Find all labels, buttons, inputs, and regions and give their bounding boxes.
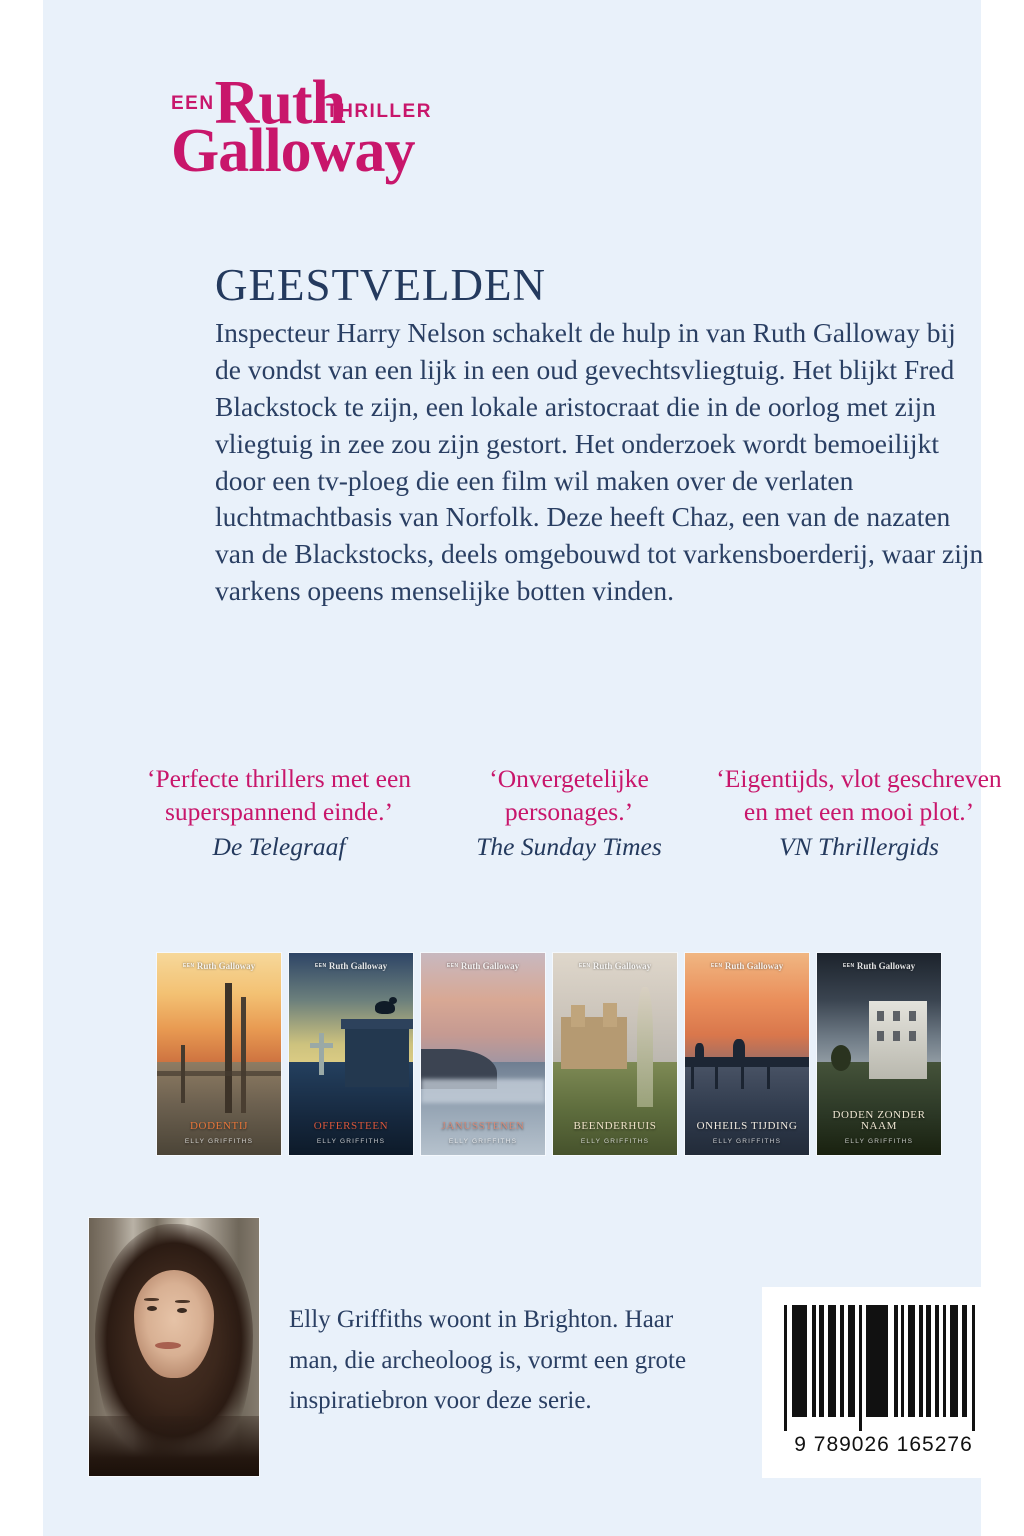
blurb-block bbox=[215, 262, 1005, 610]
thumb-6-window-e bbox=[893, 1031, 900, 1041]
thumb-6-window-f bbox=[909, 1031, 916, 1041]
thumb-6-window-c bbox=[909, 1011, 916, 1021]
series-logo-thriller: THRILLER bbox=[326, 101, 432, 122]
thumb-1-author: ELLY GRIFFITHS bbox=[184, 1138, 254, 1145]
thumb-3-series-label: $^{EEN}$ Ruth Galloway bbox=[446, 961, 520, 971]
series-logo-een: EEN bbox=[171, 93, 215, 114]
thumb-4-ruin-tower-a bbox=[571, 1005, 585, 1027]
thumb-5-pier-pavilion-a bbox=[695, 1043, 704, 1059]
thumb-3-title: JANUSSTENEN bbox=[441, 1120, 525, 1133]
thumb-6-window-b bbox=[893, 1011, 900, 1021]
thumb-5-pier-leg-b bbox=[715, 1067, 718, 1089]
press-quote-2-text: ‘Onvergetelijke personages.’ bbox=[489, 764, 649, 827]
cover-canvas bbox=[43, 0, 1002, 1536]
thumb-1-post-a bbox=[225, 983, 232, 1113]
thumb-6-window-d bbox=[877, 1031, 884, 1041]
thumb-4-figure bbox=[637, 987, 653, 1107]
thumb-5-series-label: $^{EEN}$ Ruth Galloway bbox=[710, 961, 784, 971]
thumb-4-series-label: $^{EEN}$ Ruth Galloway bbox=[578, 961, 652, 971]
thumb-2-tomb bbox=[345, 1025, 409, 1087]
thumb-2-tomb-lid bbox=[341, 1019, 413, 1029]
thumb-5-author: ELLY GRIFFITHS bbox=[712, 1138, 782, 1145]
thumb-4-title: BEENDERHUIS bbox=[573, 1120, 657, 1133]
thumb-6-window-a bbox=[877, 1011, 884, 1021]
press-quote-2 bbox=[438, 762, 700, 863]
series-logo-galloway: Galloway bbox=[171, 117, 415, 185]
thumb-2-title: OFFERSTEEN bbox=[313, 1120, 389, 1133]
thumb-1-rail bbox=[157, 1071, 281, 1076]
author-photo-eye-right bbox=[177, 1308, 187, 1313]
thumb-6-title: DODEN ZONDER NAAM bbox=[832, 1108, 926, 1133]
barcode-bars bbox=[784, 1305, 984, 1431]
synopsis-text: Inspecteur Harry Nelson schakelt de hulp in van Ruth Galloway bij de vondst van een lijk in een oud gevechtsvliegtuig. Het blijkt Fred Blackstock te zijn, een lokale aristocraat die in de oorlog met zijn vliegtuig in zee zou zijn gestort. Het onderzoek wordt bemoeilijkt door een tv-ploeg die een film wil maken over de verlaten luchtmachtbasis van Norfolk. Deze heeft Chaz, een van de nazaten van de Blackstocks, deels omgebouwd tot varkensboerderij, waar zijn varkens opeens menselijke botten vinden. bbox=[215, 317, 984, 607]
thumb-6-series-label: $^{EEN}$ Ruth Galloway bbox=[842, 961, 916, 971]
thumb-5-pier-pavilion-b bbox=[733, 1039, 745, 1059]
thumb-3-mist bbox=[421, 1079, 545, 1103]
press-quote-1 bbox=[129, 762, 429, 863]
author-bio-text: Elly Griffiths woont in Brighton. Haar man, die archeoloog is, vormt een grote inspiratiebron voor deze serie. bbox=[289, 1306, 687, 1414]
thumb-2-author: ELLY GRIFFITHS bbox=[316, 1138, 386, 1145]
author-photo-brow-left bbox=[144, 1298, 159, 1301]
series-thumbnail-5 bbox=[685, 953, 809, 1155]
thumb-1-post-b bbox=[241, 997, 246, 1113]
press-quote-3-text: ‘Eigentijds, vlot geschreven en met een mooi plot.’ bbox=[716, 764, 1002, 827]
barcode bbox=[762, 1287, 1005, 1478]
press-quote-3 bbox=[709, 762, 1009, 863]
author-photo-mouth bbox=[155, 1342, 181, 1349]
press-quote-1-source: De Telegraaf bbox=[212, 832, 346, 862]
author-photo bbox=[89, 1218, 259, 1476]
author-photo-shoulders bbox=[89, 1416, 259, 1476]
series-thumbnail-4 bbox=[553, 953, 677, 1155]
thumb-2-cross-vertical bbox=[319, 1033, 324, 1075]
press-quotes bbox=[129, 762, 1009, 863]
author-photo-eye-left bbox=[147, 1306, 157, 1311]
press-quote-3-source: VN Thrillergids bbox=[779, 832, 939, 862]
thumb-2-cross-arms bbox=[310, 1043, 333, 1048]
thumb-4-ruin-tower-b bbox=[603, 1003, 617, 1027]
thumb-1-title: DODENTIJ bbox=[190, 1120, 248, 1133]
press-quote-2-source: The Sunday Times bbox=[476, 832, 662, 862]
series-thumbnail-row bbox=[157, 953, 997, 1155]
thumb-5-title: ONHEILS TIJDING bbox=[696, 1120, 798, 1133]
thumb-6-tree bbox=[831, 1045, 851, 1071]
series-thumbnail-3 bbox=[421, 953, 545, 1155]
series-logo-ruth: Ruth bbox=[214, 69, 345, 137]
press-quote-1-text: ‘Perfecte thrillers met een superspannend einde.’ bbox=[146, 764, 412, 827]
barcode-digits: 9 789026 165276 bbox=[794, 1433, 973, 1456]
series-logo bbox=[171, 69, 571, 197]
thumb-2-crow-head bbox=[389, 997, 397, 1004]
series-thumbnail-6 bbox=[817, 953, 941, 1155]
thumb-5-pier-leg-d bbox=[767, 1067, 770, 1089]
thumb-5-pier-leg-a bbox=[691, 1067, 694, 1089]
thumb-3-author: ELLY GRIFFITHS bbox=[448, 1138, 518, 1145]
series-thumbnail-1 bbox=[157, 953, 281, 1155]
series-thumbnail-2 bbox=[289, 953, 413, 1155]
thumb-5-pier-leg-c bbox=[741, 1067, 744, 1089]
thumb-1-series-label: $^{EEN}$ Ruth Galloway bbox=[182, 961, 256, 971]
thumb-4-author: ELLY GRIFFITHS bbox=[580, 1138, 650, 1145]
author-photo-brow-right bbox=[175, 1300, 190, 1303]
thumb-2-series-label: $^{EEN}$ Ruth Galloway bbox=[314, 961, 388, 971]
page-title: GEESTVELDEN bbox=[215, 260, 546, 310]
thumb-6-author: ELLY GRIFFITHS bbox=[844, 1138, 914, 1145]
